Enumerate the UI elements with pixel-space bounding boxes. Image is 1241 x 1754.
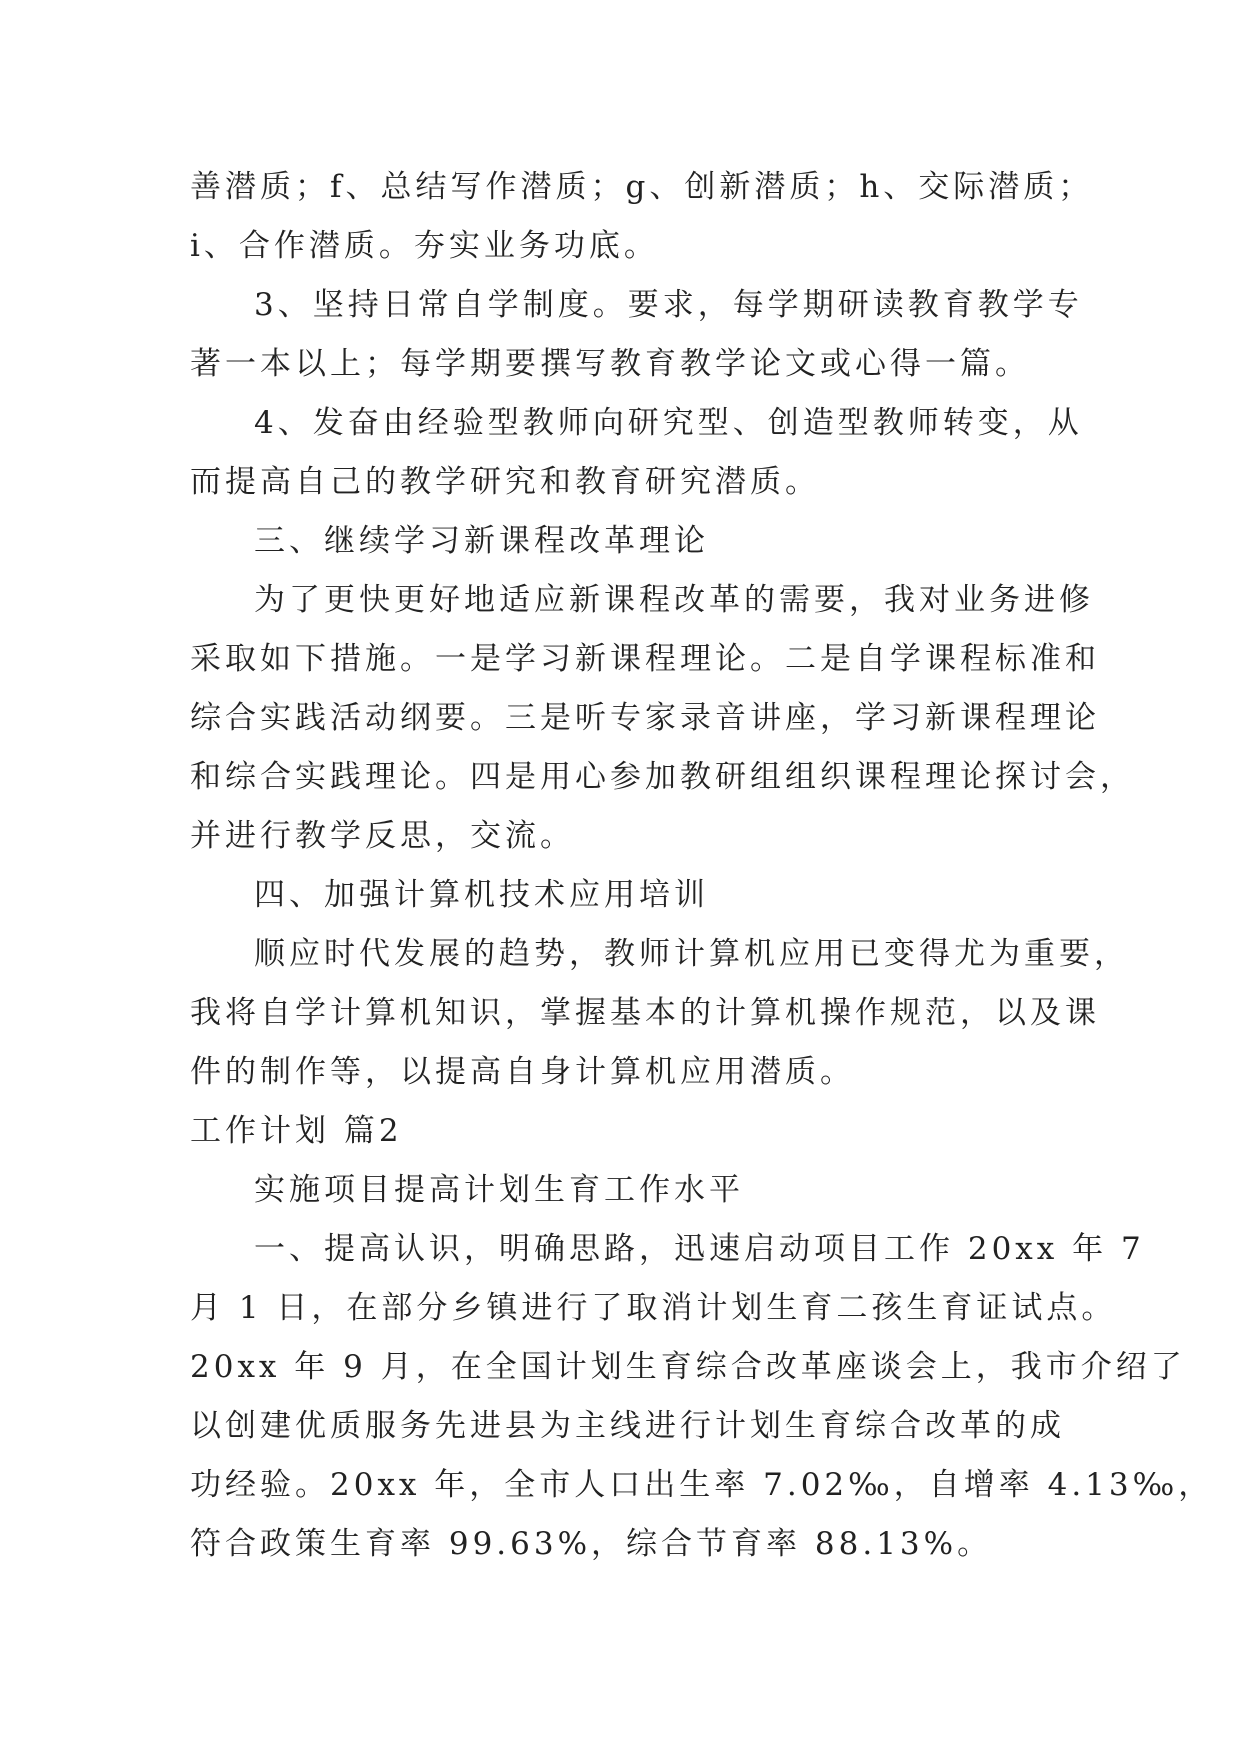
article-title: 工作计划 篇2 xyxy=(190,1113,403,1149)
document-body xyxy=(190,158,1214,1574)
text-line: 符合政策生育率 99.63%，综合节育率 88.13%。 xyxy=(190,1526,993,1562)
text-line: 功经验。20xx 年，全市人口出生率 7.02‰，自增率 4.13‰， xyxy=(190,1467,1214,1503)
text-line: 顺应时代发展的趋势，教师计算机应用已变得尤为重要， xyxy=(254,936,1129,972)
text-line: 4、发奋由经验型教师向研究型、创造型教师转变，从 xyxy=(254,405,1083,441)
text-line: 和综合实践理论。四是用心参加教研组组织课程理论探讨会， xyxy=(190,759,1135,795)
text-line: 而提高自己的教学研究和教育研究潜质。 xyxy=(190,464,820,500)
section-heading: 四、加强计算机技术应用培训 xyxy=(254,877,709,913)
text-line: 并进行教学反思，交流。 xyxy=(190,818,575,854)
text-line: 我将自学计算机知识，掌握基本的计算机操作规范，以及课 xyxy=(190,995,1100,1031)
text-line: 采取如下措施。一是学习新课程理论。二是自学课程标准和 xyxy=(190,641,1100,677)
text-line: 3、坚持日常自学制度。要求，每学期研读教育教学专 xyxy=(254,287,1083,323)
text-line: 以创建优质服务先进县为主线进行计划生育综合改革的成 xyxy=(190,1408,1065,1444)
section-heading: 三、继续学习新课程改革理论 xyxy=(254,523,709,559)
text-line: 著一本以上；每学期要撰写教育教学论文或心得一篇。 xyxy=(190,346,1030,382)
text-line: 善潜质；f、总结写作潜质；g、创新潜质；h、交际潜质； xyxy=(190,169,1094,205)
text-line: 20xx 年 9 月，在全国计划生育综合改革座谈会上，我市介绍了 xyxy=(190,1349,1186,1385)
text-line: i、合作潜质。夯实业务功底。 xyxy=(190,228,659,264)
text-line: 一、提高认识，明确思路，迅速启动项目工作 20xx 年 7 xyxy=(254,1231,1145,1267)
section-heading: 实施项目提高计划生育工作水平 xyxy=(254,1172,744,1208)
text-line: 月 1 日，在部分乡镇进行了取消计划生育二孩生育证试点。 xyxy=(190,1290,1117,1326)
text-line: 件的制作等，以提高自身计算机应用潜质。 xyxy=(190,1054,855,1090)
text-line: 综合实践活动纲要。三是听专家录音讲座，学习新课程理论 xyxy=(190,700,1100,736)
text-line: 为了更快更好地适应新课程改革的需要，我对业务进修 xyxy=(254,582,1094,618)
